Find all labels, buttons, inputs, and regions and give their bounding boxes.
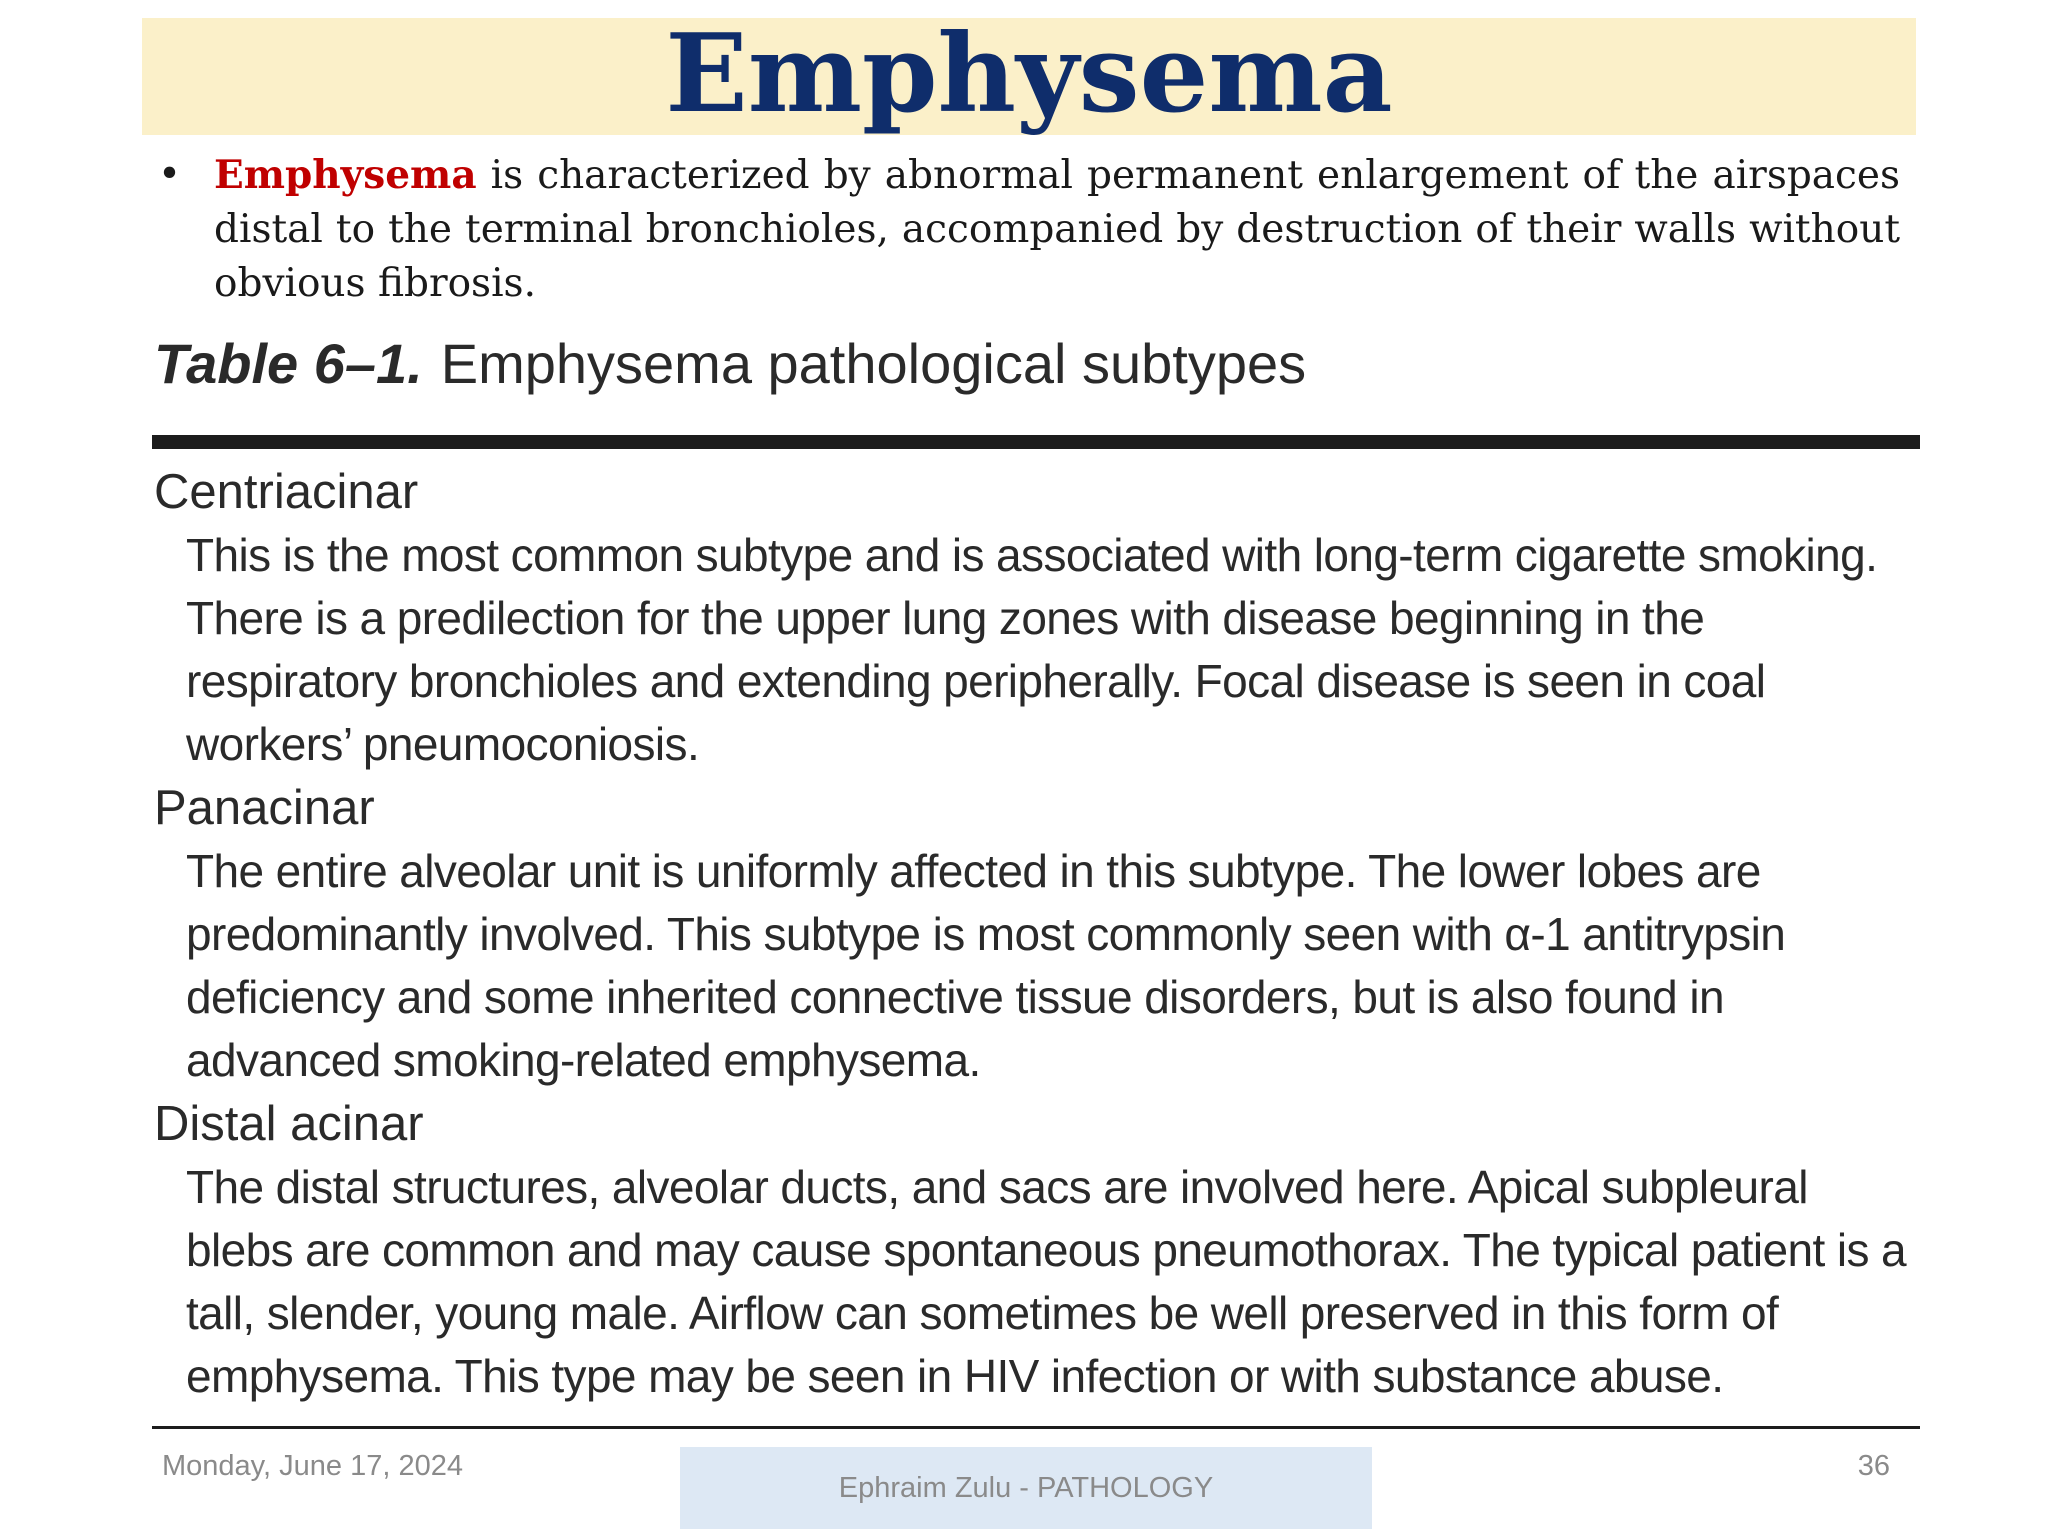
- subtype-row: [154, 460, 1914, 776]
- subtype-row: [154, 776, 1914, 1092]
- definition-term: Emphysema: [214, 152, 477, 198]
- subtype-row: [154, 1092, 1914, 1408]
- footer-author: Ephraim Zulu - PATHOLOGY: [680, 1447, 1372, 1529]
- subtype-name: Panacinar: [154, 781, 375, 835]
- footer-date: Monday, June 17, 2024: [162, 1450, 463, 1482]
- table-top-rule: [152, 435, 1920, 449]
- table-label: Table 6–1.: [154, 332, 423, 395]
- bullet-marker: •: [158, 152, 182, 197]
- subtype-name: Centriacinar: [154, 465, 419, 519]
- subtype-description: The distal structures, alveolar ducts, and sacs are involved here. Apical subpleural blebs are common and may cause spontaneous pneumothorax. The typical patient is a tall, slender, young male. Airflow can sometimes be well preserved in this form of emphysema. This type may be seen in HIV infection or with substance abuse.: [186, 1161, 1907, 1402]
- subtype-description: The entire alveolar unit is uniformly affected in this subtype. The lower lobes are predominantly involved. This subtype is most commonly seen with α-1 antitrypsin deficiency and some inherited connective tissue disorders, but is also found in advanced smoking-related emphysema.: [186, 845, 1786, 1086]
- subtype-name: Distal acinar: [154, 1097, 424, 1151]
- subtype-table: [154, 460, 1914, 1408]
- definition-body: is characterized by abnormal permanent enlargement of the airspaces distal to the terminal bronchioles, accompanied by destruction of their walls without obvious fibrosis.: [214, 153, 1900, 306]
- subtype-description: This is the most common subtype and is associated with long-term cigarette smoking. There is a predilection for the upper lung zones with disease beginning in the respiratory bronchioles and extending peripherally. Focal disease is seen in coal workers’ pneumoconiosis.: [186, 529, 1878, 770]
- page-number: 36: [1857, 1450, 1890, 1482]
- definition-text: [214, 148, 1900, 311]
- slide-title: Emphysema: [665, 11, 1393, 137]
- table-caption-text: Emphysema pathological subtypes: [440, 332, 1307, 395]
- table-bottom-rule: [152, 1426, 1920, 1429]
- definition-bullet: [158, 148, 1900, 311]
- table-caption: [154, 328, 1306, 400]
